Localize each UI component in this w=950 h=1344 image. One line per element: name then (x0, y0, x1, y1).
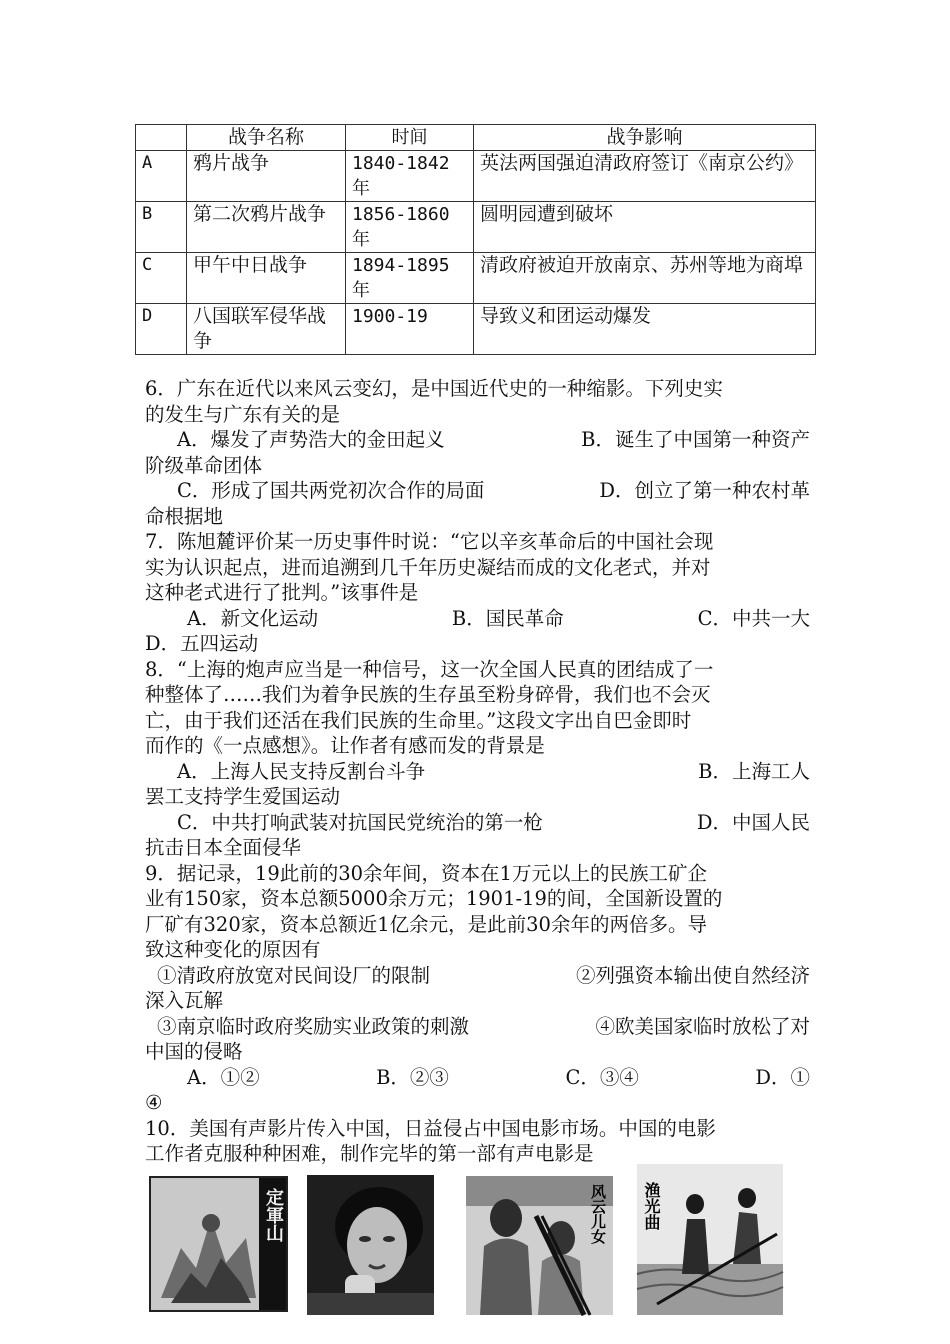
q8-stem-4: 而作的《一点感想》。让作者有感而发的背景是 (145, 734, 545, 757)
q7-stem-2: 实为认识起点，进而追溯到几千年历史凝结而成的文化老式，并对 (145, 555, 711, 579)
q9-stem-3: 厂矿有320家，资本总额近1亿余元，是此前30余年的两倍多。导 (145, 912, 707, 936)
q9-statements-34 (145, 1014, 810, 1040)
table-row (136, 151, 816, 202)
header-name: 战争名称 (187, 125, 346, 151)
q7-option-d[interactable]: D．五四运动 (145, 632, 259, 655)
row-time: 1856-1860年 (346, 202, 474, 253)
q7-stem-1: 7．陈旭麓评价某一历史事件时说：“它以辛亥革命后的中国社会现 (145, 530, 714, 553)
q7-stem-3: 这种老式进行了批判。”该事件是 (145, 581, 419, 604)
row-name: 甲午中日战争 (187, 253, 346, 304)
q6-option-c[interactable]: C．形成了国共两党初次合作的局面 (177, 479, 485, 502)
questions (145, 376, 810, 1167)
row-effect: 清政府被迫开放南京、苏州等地为商埠 (474, 253, 816, 304)
film-image-a[interactable] (149, 1176, 288, 1312)
q6-option-b[interactable]: B．诞生了中国第一种资产 (581, 428, 810, 451)
q7-option-c[interactable]: C．中共一大 (697, 606, 810, 630)
header-time: 时间 (346, 125, 474, 151)
film-b-art (307, 1175, 434, 1315)
q9-stem-1: 9．据记录，19此前的30余年间，资本在1万元以上的民族工矿企 (145, 861, 707, 885)
q6-option-a[interactable]: A．爆发了声势浩大的金田起义 (177, 428, 445, 451)
q8-option-c[interactable]: C．中共打响武装对抗国民党统治的第一枪 (177, 810, 543, 834)
q9-option-a[interactable]: A．①② (187, 1065, 260, 1089)
q6-option-b-cont: 阶级革命团体 (145, 453, 263, 477)
q6-options-cd (145, 478, 810, 504)
q6-stem-1: 6．广东在近代以来风云变幻，是中国近代史的一种缩影。下列史实 (145, 377, 723, 400)
q6-options-ab (145, 427, 810, 453)
row-effect: 导致义和团运动爆发 (474, 304, 816, 355)
q6-option-d[interactable]: D．创立了第一种农村革 (599, 479, 810, 502)
film-d-title: 渔光曲 (642, 1182, 661, 1230)
film-image-d[interactable] (637, 1164, 783, 1315)
q8-stem-3: 亡，由于我们还活在我们民族的生命里。”这段文字出自巴金即时 (145, 708, 692, 732)
q9-statement-2-cont: 深入瓦解 (145, 989, 224, 1012)
table-row (136, 304, 816, 355)
film-image-c[interactable] (466, 1176, 613, 1315)
q10-stem-1: 10．美国有声影片传入中国，日益侵占中国电影市场。中国的电影 (145, 1116, 716, 1140)
q7-option-b[interactable]: B．国民革命 (451, 606, 564, 630)
q8-option-a[interactable]: A．上海人民支持反割台斗争 (177, 759, 426, 783)
film-c-title: 风云儿女 (589, 1184, 607, 1244)
q9-option-d-cont: ④ (145, 1091, 163, 1114)
film-options (0, 1163, 950, 1313)
q9-option-d[interactable]: D．① (755, 1065, 810, 1089)
q8-stem-1: 8．“上海的炮声应当是一种信号，这一次全国人民真的团结成了一 (145, 657, 714, 681)
q9-statements-12 (145, 963, 810, 989)
row-effect: 英法两国强迫清政府签订《南京公约》 (474, 151, 816, 202)
q9-statement-4: ④欧美国家临时放松了对 (595, 1014, 810, 1038)
row-name: 鸦片战争 (187, 151, 346, 202)
film-image-b[interactable] (307, 1175, 434, 1315)
q9-options (145, 1065, 810, 1091)
q8-option-d[interactable]: D．中国人民 (696, 810, 810, 834)
row-time: 1840-1842年 (346, 151, 474, 202)
row-code: D (136, 304, 187, 355)
film-a-title: 定軍山 (263, 1188, 284, 1242)
q9-statement-1: ①清政府放宽对民间设厂的限制 (157, 963, 431, 987)
table-row (136, 202, 816, 253)
q9-option-c[interactable]: C．③④ (565, 1065, 639, 1089)
q9-option-b[interactable]: B．②③ (376, 1065, 449, 1089)
row-time: 1894-1895年 (346, 253, 474, 304)
q7-option-a[interactable]: A．新文化运动 (187, 606, 319, 630)
row-code: B (136, 202, 187, 253)
q9-statement-4-cont: 中国的侵略 (145, 1040, 243, 1063)
war-table (135, 124, 816, 355)
table-row (136, 253, 816, 304)
row-code: A (136, 151, 187, 202)
q8-option-b-cont: 罢工支持学生爱国运动 (145, 785, 341, 808)
row-code: C (136, 253, 187, 304)
q8-stem-2: 种整体了……我们为着争民族的生存虽至粉身碎骨，我们也不会灭 (145, 683, 711, 706)
q9-stem-2: 业有150家，资本总额5000余万元；1901-19的间，全国新设置的 (145, 887, 723, 910)
row-name: 八国联军侵华战争 (187, 304, 346, 355)
row-name: 第二次鸦片战争 (187, 202, 346, 253)
q9-stem-4: 致这种变化的原因有 (145, 938, 321, 961)
q6-stem-2: 的发生与广东有关的是 (145, 402, 341, 426)
q8-option-b[interactable]: B．上海工人 (698, 759, 810, 783)
q8-options-cd (145, 810, 810, 836)
q8-option-d-cont: 抗击日本全面侵华 (145, 836, 302, 859)
q7-options-abc (145, 606, 810, 632)
q8-options-ab (145, 759, 810, 785)
header-effect: 战争影响 (474, 125, 816, 151)
row-time: 1900-19 (346, 304, 474, 355)
header-code (136, 125, 187, 151)
table-header-row (136, 125, 816, 151)
q9-statement-3: ③南京临时政府奖励实业政策的刺激 (157, 1014, 470, 1038)
q6-option-d-cont: 命根据地 (145, 504, 224, 528)
q9-statement-2: ②列强资本输出使自然经济 (575, 963, 810, 987)
row-effect: 圆明园遭到破坏 (474, 202, 816, 253)
q10-stem-2: 工作者克服种种困难，制作完毕的第一部有声电影是 (145, 1142, 594, 1165)
